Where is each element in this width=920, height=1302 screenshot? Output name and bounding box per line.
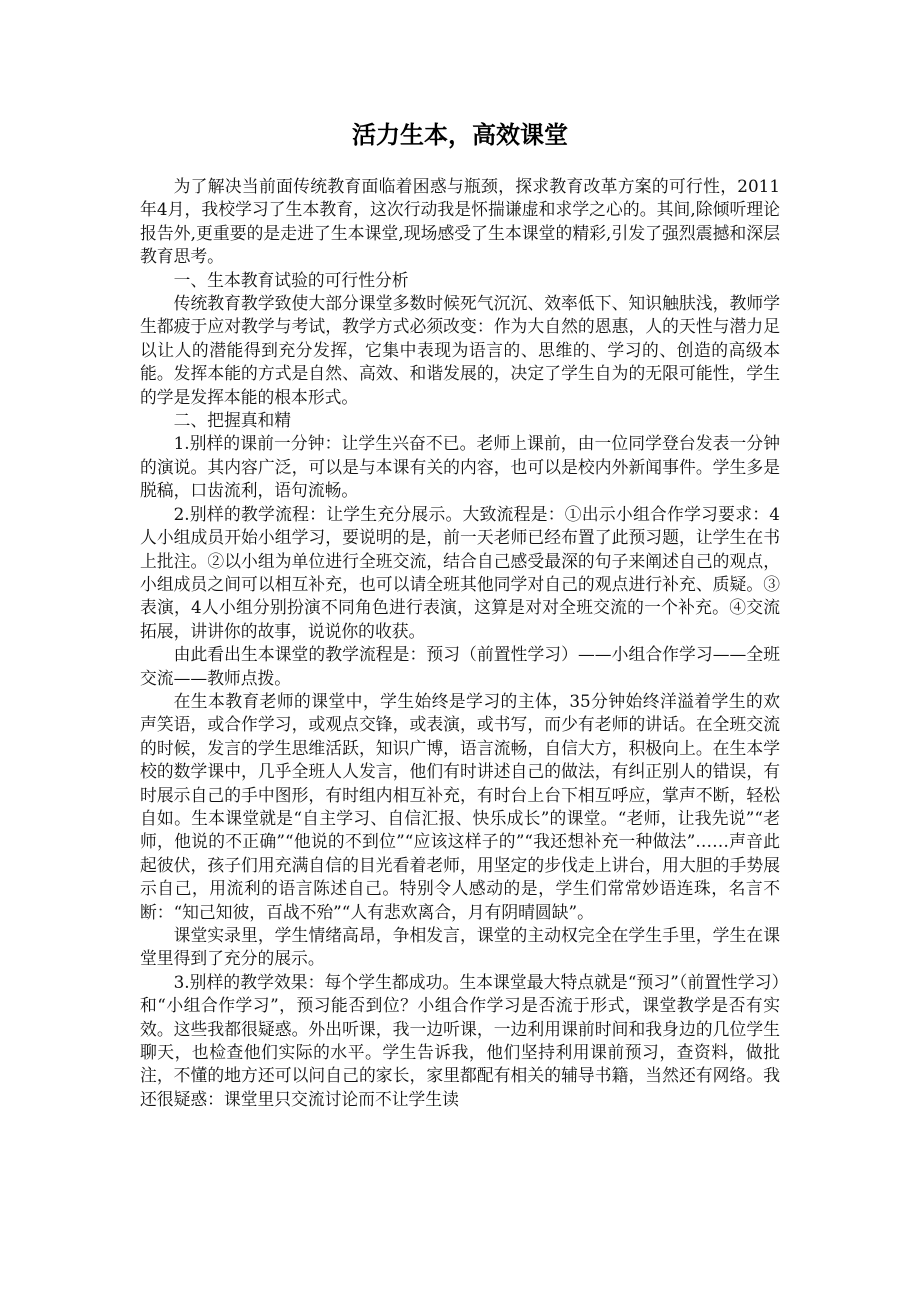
- document-body: [140, 175, 780, 1111]
- section-heading-grasp: 二、把握真和精: [173, 410, 292, 431]
- document-title: 活力生本，高效课堂: [352, 120, 568, 149]
- paragraph-process: 由此看出生本课堂的教学流程是：预习（前置性学习）——小组合作学习——全班交流——教师点拨。: [140, 644, 780, 688]
- paragraph-item-2: 2.别样的教学流程：让学生充分展示。大致流程是：①出示小组合作学习要求：4人小组成员开始小组学习，要说明的是，前一天老师已经布置了此预习题，让学生在书上批注。②以小组为单位进行全班交流，结合自己感受最深的句子来阐述自己的观点，小组成员之间可以相互补充，也可以请全班其他同学对自己的观点进行补充、质疑。③表演，4人小组分别扮演不同角色进行表演，这算是对对全班交流的一个补充。④交流拓展，讲讲你的故事，说说你的收获。: [140, 503, 780, 641]
- section-heading-feasibility: 一、生本教育试验的可行性分析: [173, 269, 409, 290]
- paragraph-item-1: 1.别样的课前一分钟：让学生兴奋不已。老师上课前，由一位同学登台发表一分钟的演说。其内容广泛，可以是与本课有关的内容，也可以是校内外新闻事件。学生多是脱稿，口齿流利，语句流畅。: [140, 433, 780, 501]
- paragraph-intro: 为了解决当前面传统教育面临着困惑与瓶颈，探求教育改革方案的可行性，2011年4月，我校学习了生本教育，这次行动我是怀揣谦虚和求学之心的。其间,除倾听理论报告外,更重要的是走进了生本课堂,现场感受了生本课堂的精彩,引发了强烈震撼和深层教育思考。: [140, 176, 780, 267]
- paragraph-record: 课堂实录里，学生情绪高昂，争相发言，课堂的主动权完全在学生手里，学生在课堂里得到了充分的展示。: [140, 925, 780, 969]
- paragraph-classroom: 在生本教育老师的课堂中，学生始终是学习的主体，35分钟始终洋溢着学生的欢声笑语，或合作学习，或观点交锋，或表演，或书写，而少有老师的讲话。在全班交流的时候，发言的学生思维活跃，知识广博，语言流畅，自信大方，积极向上。在生本学校的数学课中，几乎全班人人发言，他们有时讲述自己的做法，有纠正别人的错误，有时展示自己的手中图形，有时组内相互补充，有时台上台下相互呼应，掌声不断，轻松自如。生本课堂就是“自主学习、自信汇报、快乐成长”的课堂。“老师，让我先说”“老师，他说的不正确”“他说的不到位”“应该这样子的”“我还想补充一种做法”……声音此起彼伏，孩子们用充满自信的目光看着老师，用坚定的步伐走上讲台，用大胆的手势展示自己，用流利的语言陈述自己。特别令人感动的是，学生们常常妙语连珠，名言不断：“知己知彼，百战不殆”“人有悲欢离合，月有阴晴圆缺”。: [140, 690, 780, 922]
- paragraph-feasibility: 传统教育教学致使大部分课堂多数时候死气沉沉、效率低下、知识触肤浅，教师学生都疲于应对教学与考试，教学方式必须改变：作为大自然的恩惠，人的天性与潜力足以让人的潜能得到充分发挥，它集中表现为语言的、思维的、学习的、创造的高级本能。发挥本能的方式是自然、高效、和谐发展的，决定了学生自为的无限可能性，学生的学是发挥本能的根本形式。: [140, 293, 780, 407]
- paragraph-item-3: 3.别样的教学效果：每个学生都成功。生本课堂最大特点就是“预习”（前置性学习）和“小组合作学习”，预习能否到位？小组合作学习是否流于形式，课堂教学是否有实效。这些我都很疑惑。外出听课，我一边听课，一边利用课前时间和我身边的几位学生聊天，也检查他们实际的水平。学生告诉我，他们坚持利用课前预习，查资料，做批注，不懂的地方还可以问自己的家长，家里都配有相关的辅导书籍，当然还有网络。我还很疑惑：课堂里只交流讨论而不让学生读: [140, 971, 780, 1109]
